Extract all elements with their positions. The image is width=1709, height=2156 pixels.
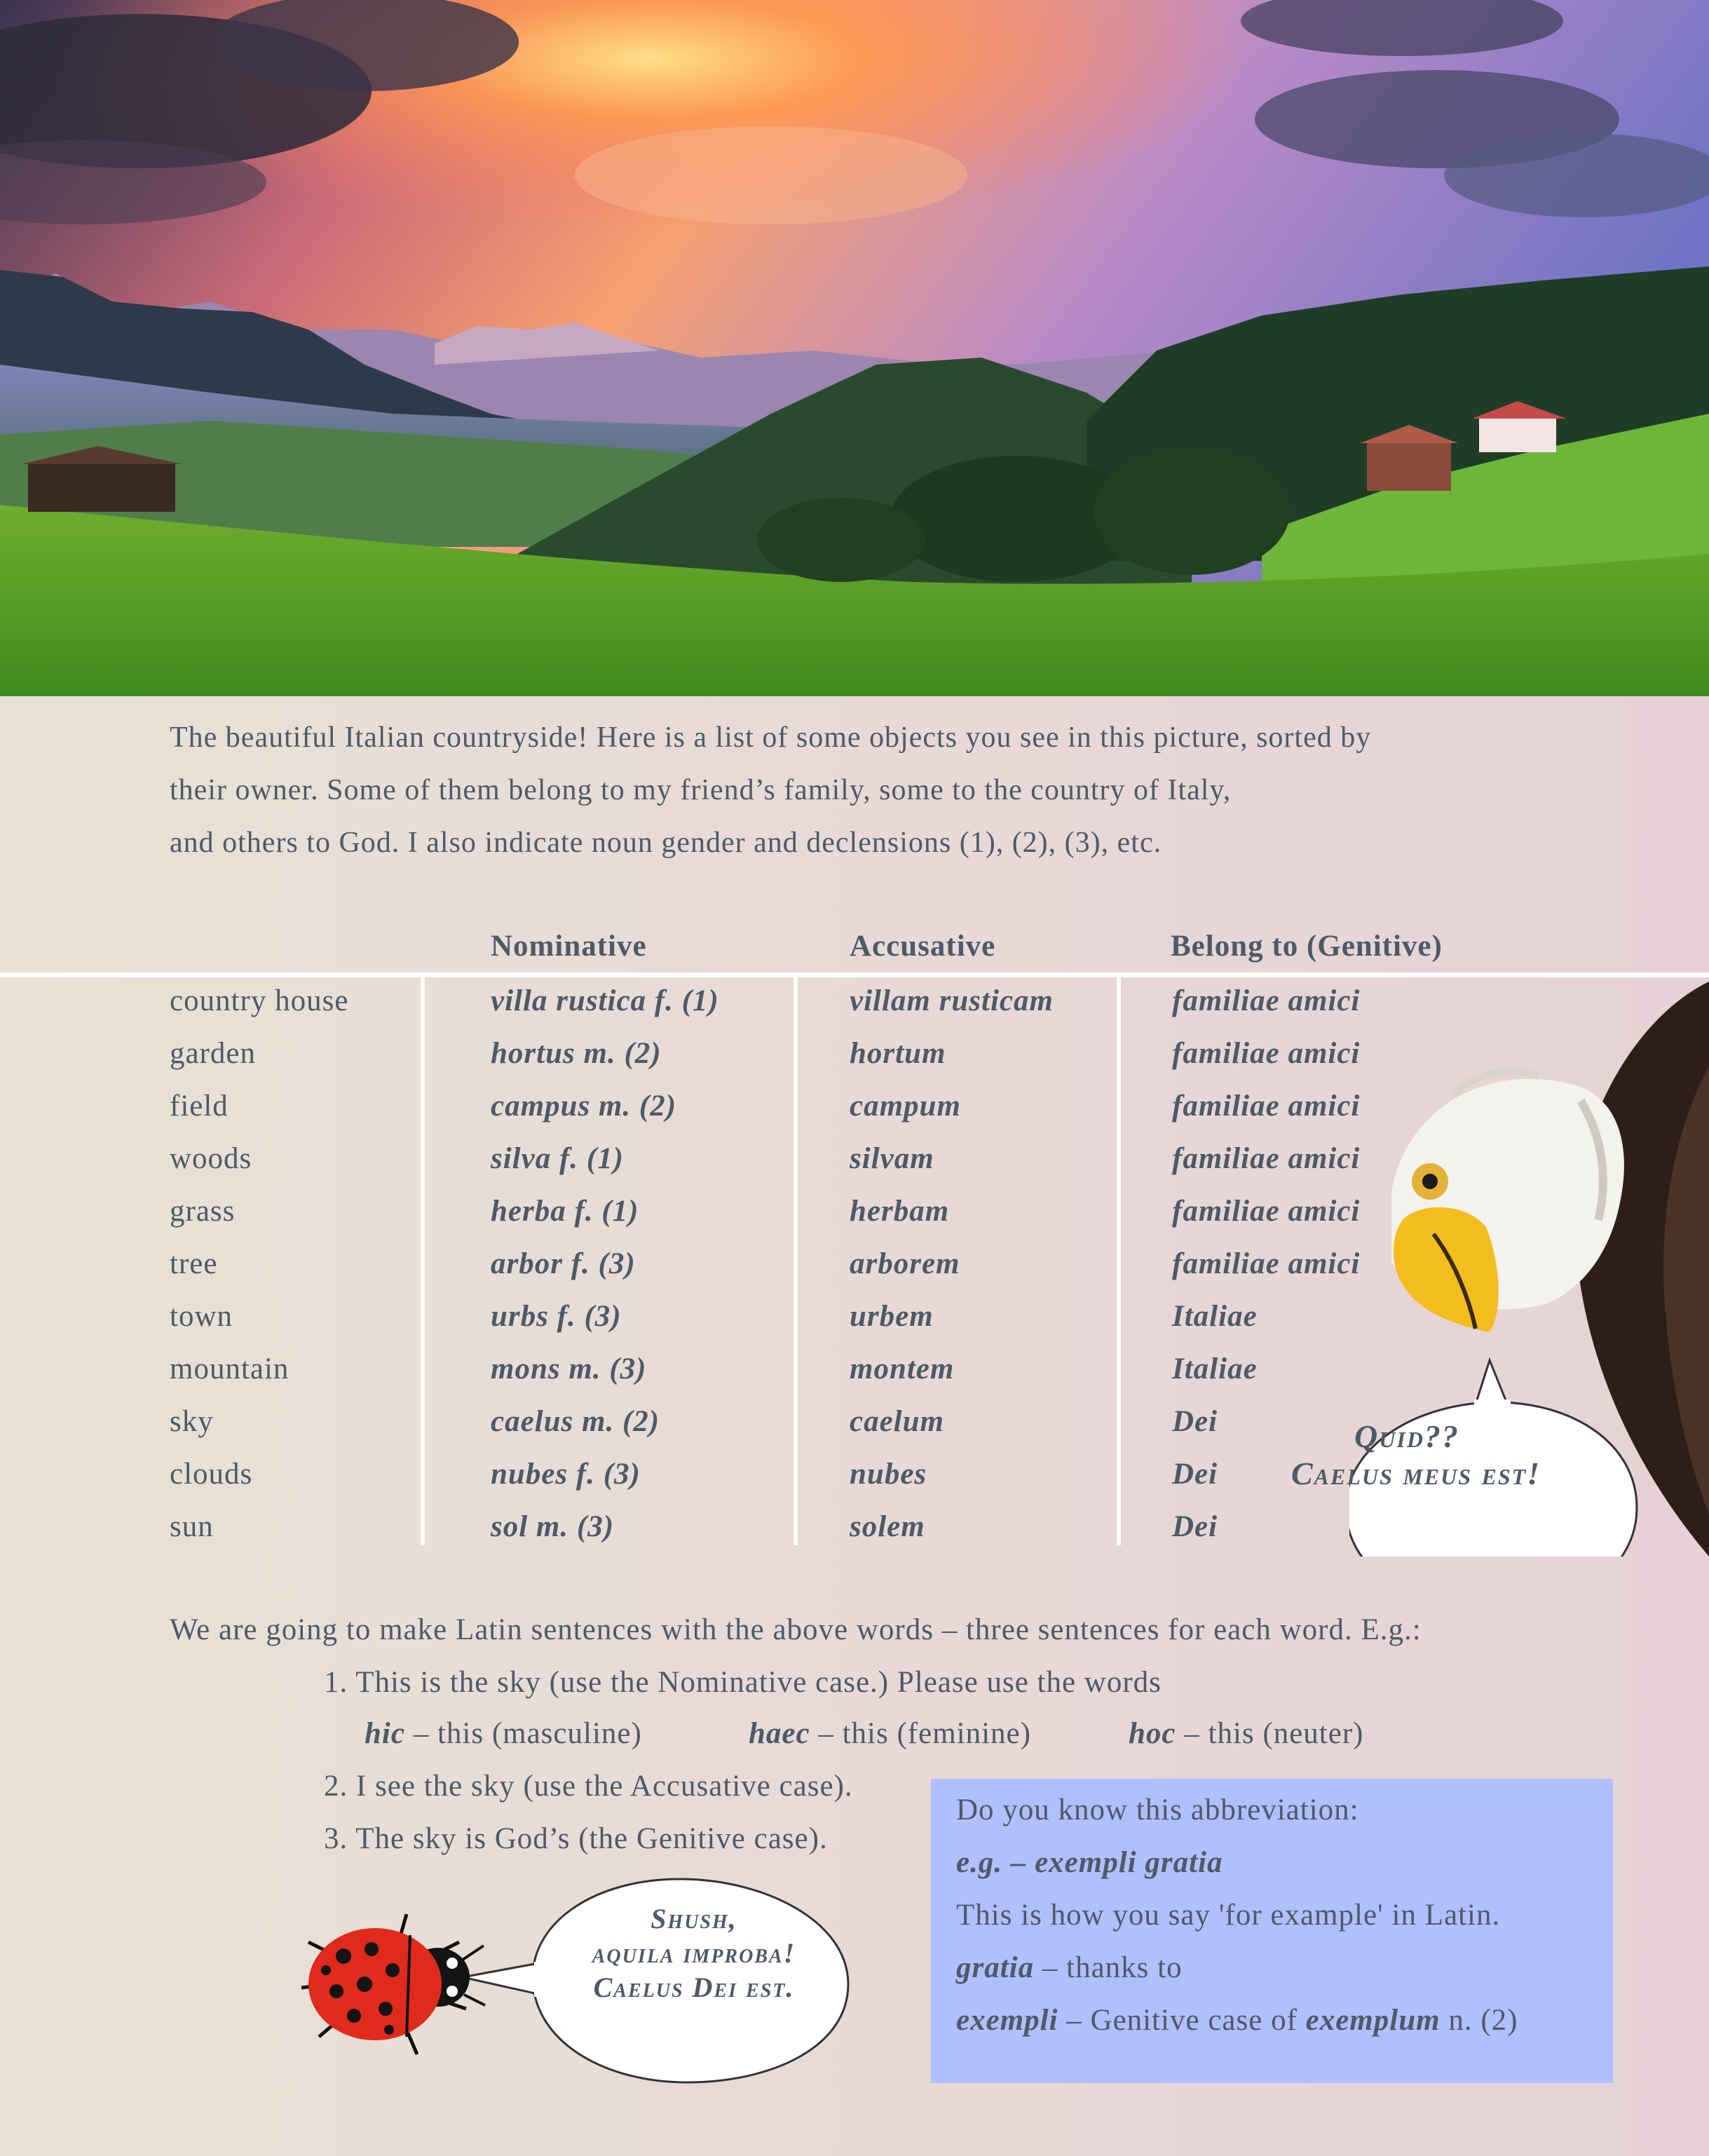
- pronoun-word: hic: [365, 1717, 405, 1750]
- header-genitive: Belong to (Genitive): [1171, 930, 1443, 963]
- nominative-form: arbor f. (3): [491, 1247, 636, 1280]
- info-abbreviation: [956, 1845, 1223, 1880]
- intro-line: The beautiful Italian countryside! Here is a list of some objects you see in this picture, sorted by: [170, 721, 1372, 754]
- genitive-form: Dei: [1172, 1458, 1218, 1491]
- info-line: Do you know this abbreviation:: [956, 1794, 1359, 1826]
- english-word: country house: [170, 984, 349, 1017]
- intro-line: and others to God. I also indicate noun gender and declensions (1), (2), (3), etc.: [170, 827, 1162, 859]
- accusative-form: arborem: [850, 1247, 960, 1280]
- pronoun-meaning: – this (feminine): [810, 1717, 1031, 1750]
- latin-word: gratia: [956, 1951, 1035, 1984]
- info-line: This is how you say 'for example' in Latin.: [956, 1899, 1501, 1932]
- intro-paragraph: [170, 712, 1642, 869]
- nominative-form: caelus m. (2): [491, 1405, 660, 1438]
- intro-line: their owner. Some of them belong to my friend’s family, some to the country of Italy,: [170, 774, 1232, 806]
- pronoun-masculine: [365, 1716, 642, 1751]
- accusative-form: urbem: [850, 1300, 934, 1333]
- bubble-line: Quid??: [1354, 1418, 1459, 1454]
- accusative-form: villam rusticam: [850, 984, 1054, 1017]
- pronoun-feminine: [749, 1716, 1031, 1751]
- nominative-form: villa rustica f. (1): [491, 984, 719, 1017]
- english-word: sun: [170, 1510, 214, 1543]
- bubble-line: aquila improba!: [592, 1937, 796, 1969]
- pronoun-meaning: – this (neuter): [1176, 1717, 1364, 1750]
- nominative-form: herba f. (1): [491, 1195, 639, 1228]
- english-word: tree: [170, 1247, 218, 1280]
- nominative-form: mons m. (3): [491, 1352, 647, 1385]
- exercise-item-2: 2. I see the sky (use the Accusative case).: [324, 1770, 853, 1803]
- table-header-divider: [0, 972, 1709, 977]
- nominative-form: nubes f. (3): [491, 1458, 641, 1491]
- exercise-item-3: 3. The sky is God’s (the Genitive case).: [324, 1822, 828, 1855]
- latin-word: exempli: [956, 2004, 1058, 2037]
- info-exempli: [956, 2003, 1518, 2038]
- nominative-form: hortus m. (2): [491, 1037, 662, 1070]
- pronoun-neuter: [1129, 1716, 1363, 1751]
- genitive-form: Italiae: [1172, 1300, 1258, 1333]
- english-word: garden: [170, 1037, 256, 1070]
- nominative-form: campus m. (2): [491, 1090, 677, 1123]
- pronoun-word: haec: [749, 1717, 810, 1750]
- pronoun-word: hoc: [1129, 1717, 1176, 1750]
- word-meaning: – Genitive case of: [1058, 2004, 1306, 2037]
- bubble-line: Caelus Dei est.: [593, 1972, 795, 2003]
- english-word: mountain: [170, 1352, 290, 1385]
- accusative-form: montem: [850, 1352, 955, 1385]
- genitive-form: familiae amici: [1172, 1247, 1361, 1280]
- english-word: grass: [170, 1195, 236, 1228]
- accusative-form: silvam: [850, 1142, 934, 1175]
- accusative-form: hortum: [850, 1037, 946, 1070]
- exercise-intro: We are going to make Latin sentences with the above words – three sentences for each word. E.g.:: [170, 1613, 1422, 1646]
- english-word: clouds: [170, 1458, 253, 1491]
- genitive-form: Italiae: [1172, 1352, 1258, 1385]
- abbreviation-text: e.g. – exempli gratia: [956, 1846, 1223, 1879]
- ladybug-speech-bubble: [554, 1901, 834, 2005]
- landscape-photo: [0, 0, 1709, 696]
- info-gratia: [956, 1951, 1183, 1985]
- genitive-form: familiae amici: [1172, 1037, 1361, 1070]
- accusative-form: campum: [850, 1090, 961, 1123]
- accusative-form: caelum: [850, 1405, 944, 1438]
- genitive-form: familiae amici: [1172, 1090, 1361, 1123]
- abbreviation-info-box: [931, 1779, 1613, 2083]
- english-word: woods: [170, 1142, 252, 1175]
- genitive-form: familiae amici: [1172, 1142, 1361, 1175]
- english-word: town: [170, 1300, 233, 1333]
- nominative-form: urbs f. (3): [491, 1300, 622, 1333]
- word-gender: n. (2): [1440, 2004, 1518, 2037]
- accusative-form: herbam: [850, 1195, 950, 1228]
- english-word: sky: [170, 1405, 214, 1438]
- exercise-item-1: 1. This is the sky (use the Nominative case.) Please use the words: [324, 1666, 1162, 1699]
- pronoun-meaning: – this (masculine): [404, 1717, 642, 1750]
- accusative-form: solem: [850, 1510, 925, 1543]
- genitive-form: Dei: [1172, 1405, 1218, 1438]
- genitive-form: familiae amici: [1172, 1195, 1361, 1228]
- genitive-form: familiae amici: [1172, 984, 1361, 1017]
- bubble-line: Shush,: [651, 1903, 737, 1934]
- english-word: field: [170, 1090, 229, 1123]
- nominative-form: sol m. (3): [491, 1510, 615, 1543]
- nominative-form: silva f. (1): [491, 1142, 624, 1175]
- word-meaning: – thanks to: [1034, 1951, 1183, 1984]
- bubble-line: Caelus meus est!: [1291, 1456, 1541, 1491]
- header-accusative: Accusative: [850, 930, 996, 963]
- header-nominative: Nominative: [491, 930, 647, 963]
- accusative-form: nubes: [850, 1458, 927, 1491]
- eagle-speech-bubble: [1291, 1418, 1541, 1492]
- latin-word: exemplum: [1305, 2004, 1441, 2037]
- genitive-form: Dei: [1172, 1510, 1218, 1543]
